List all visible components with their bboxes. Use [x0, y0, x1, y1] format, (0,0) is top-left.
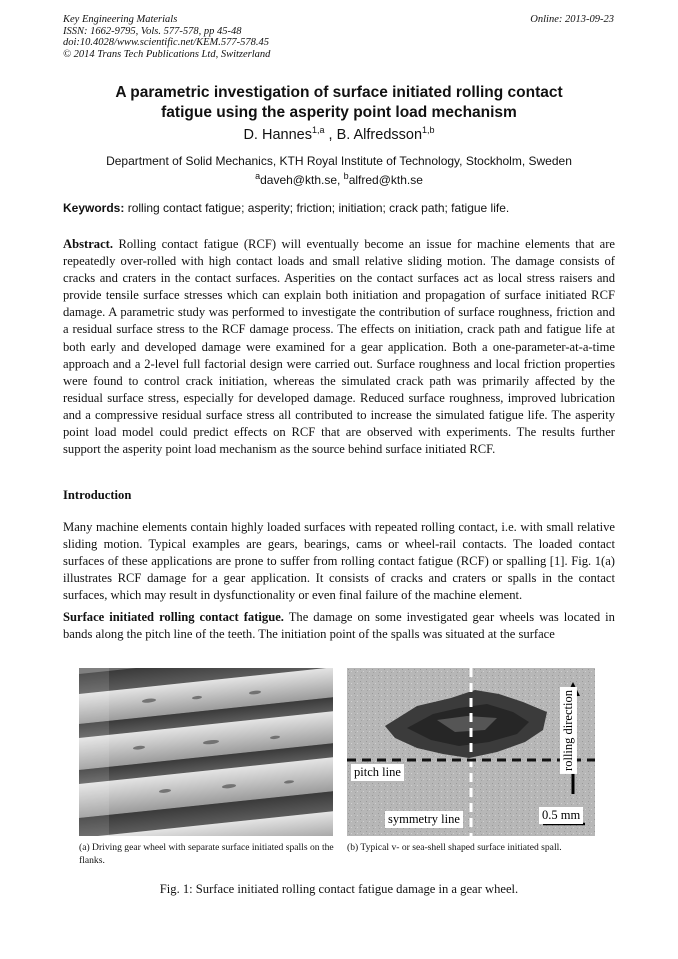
abstract-label: Abstract. — [63, 237, 114, 251]
section-heading-introduction: Introduction — [63, 488, 132, 502]
author-2-affil: 1,b — [422, 125, 435, 136]
abstract-text: Rolling contact fatigue (RCF) will eventually become an issue for machine elements that are repeatedly over-rolled with high contact loads and small relative sliding motion. The damage consists of cracks and craters in the contact surfaces. Asperities on the contact surfaces act as local stress raisers and provide tensile surface stresses which can explain both initiation and propagation of surface initiated RCF damage. A parametric study was performed to investigate the contribution of surface roughness, friction and a residual surface stress to the RCF damage process. The effects on initiation, crack path and fatigue life at both early and developed damage were examined for a gear application. Both a one-parameter-at-a-time approach and a 2-level full factorial design were carried out. Surface roughness and local friction properties were found to control crack initiation, whereas the simulated crack path was primarily affected by the residual surface stress, especially for developed damage. Reduced surface roughness, improved lubrication and a compressive residual surface stress all contributed to increase the simulated fatigue life. The asperity point load model could predict effects on RCF that are observed with experiments. The results further support the asperity point load mechanism as the source behind surface initiated RCF. — [63, 237, 615, 457]
title-line-1: A parametric investigation of surface initiated rolling contact — [115, 84, 563, 101]
email-a-marker: a — [255, 171, 261, 181]
author-2: B. Alfredsson — [336, 127, 423, 143]
author-list — [63, 127, 615, 143]
keywords-text: rolling contact fatigue; asperity; friction; initiation; crack path; fatigue life. — [124, 201, 510, 215]
caption-a: (a) Driving gear wheel with separate surface initiated spalls on the flanks. — [79, 842, 334, 866]
keywords-label: Keywords: — [63, 201, 125, 215]
abstract — [63, 236, 615, 458]
gear-wheel-image — [79, 668, 333, 836]
intro-paragraph-2 — [63, 609, 615, 643]
rolling-direction-label: rolling direction — [560, 687, 577, 774]
figure-caption: Fig. 1: Surface initiated rolling contact fatigue damage in a gear wheel. — [159, 882, 519, 896]
copyright-line: © 2014 Trans Tech Publications Ltd, Switzerland — [63, 48, 271, 60]
keywords — [63, 201, 615, 215]
online-date: Online: 2013-09-23 — [530, 14, 614, 25]
author-1-affil: 1,a — [311, 125, 325, 136]
paper-title — [63, 83, 615, 123]
doi-line: doi:10.4028/www.scientific.net/KEM.577-578.45 — [63, 37, 269, 48]
subsection-label: Surface initiated rolling contact fatigue. — [63, 610, 284, 624]
affiliation: Department of Solid Mechanics, KTH Royal Institute of Technology, Stockholm, Sweden — [106, 154, 572, 168]
journal-name: Key Engineering Materials — [63, 14, 178, 25]
symmetry-line-label: symmetry line — [385, 811, 463, 828]
scale-bar-label: 0.5 mm — [539, 807, 583, 824]
title-line-2: fatigue using the asperity point load mechanism — [161, 104, 517, 121]
email-b-marker: b — [343, 171, 349, 181]
caption-b: (b) Typical v- or sea-shell shaped surface initiated spall. — [347, 842, 562, 853]
author-emails — [63, 173, 615, 187]
spall-micrograph — [347, 668, 595, 836]
author-1: D. Hannes — [243, 127, 312, 143]
email-b[interactable]: alfred@kth.se — [348, 173, 423, 187]
journal-header — [63, 14, 270, 60]
intro-paragraph-2-text: The damage on some investigated gear wheels was located in bands along the pitch line of the teeth. The initiation point of the spalls was situated at the surface — [63, 610, 615, 642]
issn-line: ISSN: 1662-9795, Vols. 577-578, pp 45-48 — [63, 25, 242, 37]
gear-wheel-photo — [79, 668, 333, 836]
pitch-line-label: pitch line — [351, 764, 404, 781]
intro-paragraph-1: Many machine elements contain highly loaded surfaces with repeated rolling contact, i.e. with small relative sliding motion. Typical examples are gears, bearings, cams or wheel-rail contacts. The loaded contact surfaces of these applications are prone to suffer from rolling contact fatigue (RCF) or spalling [1]. Fig. 1(a) illustrates RCF damage for a gear application. It consists of cracks and craters or spalls in the contact surfaces, which may result in dysfunctionality or even final failure of the machine element. — [63, 520, 615, 603]
author-separator: , — [324, 127, 337, 143]
email-a[interactable]: daveh@kth.se, — [260, 173, 344, 187]
